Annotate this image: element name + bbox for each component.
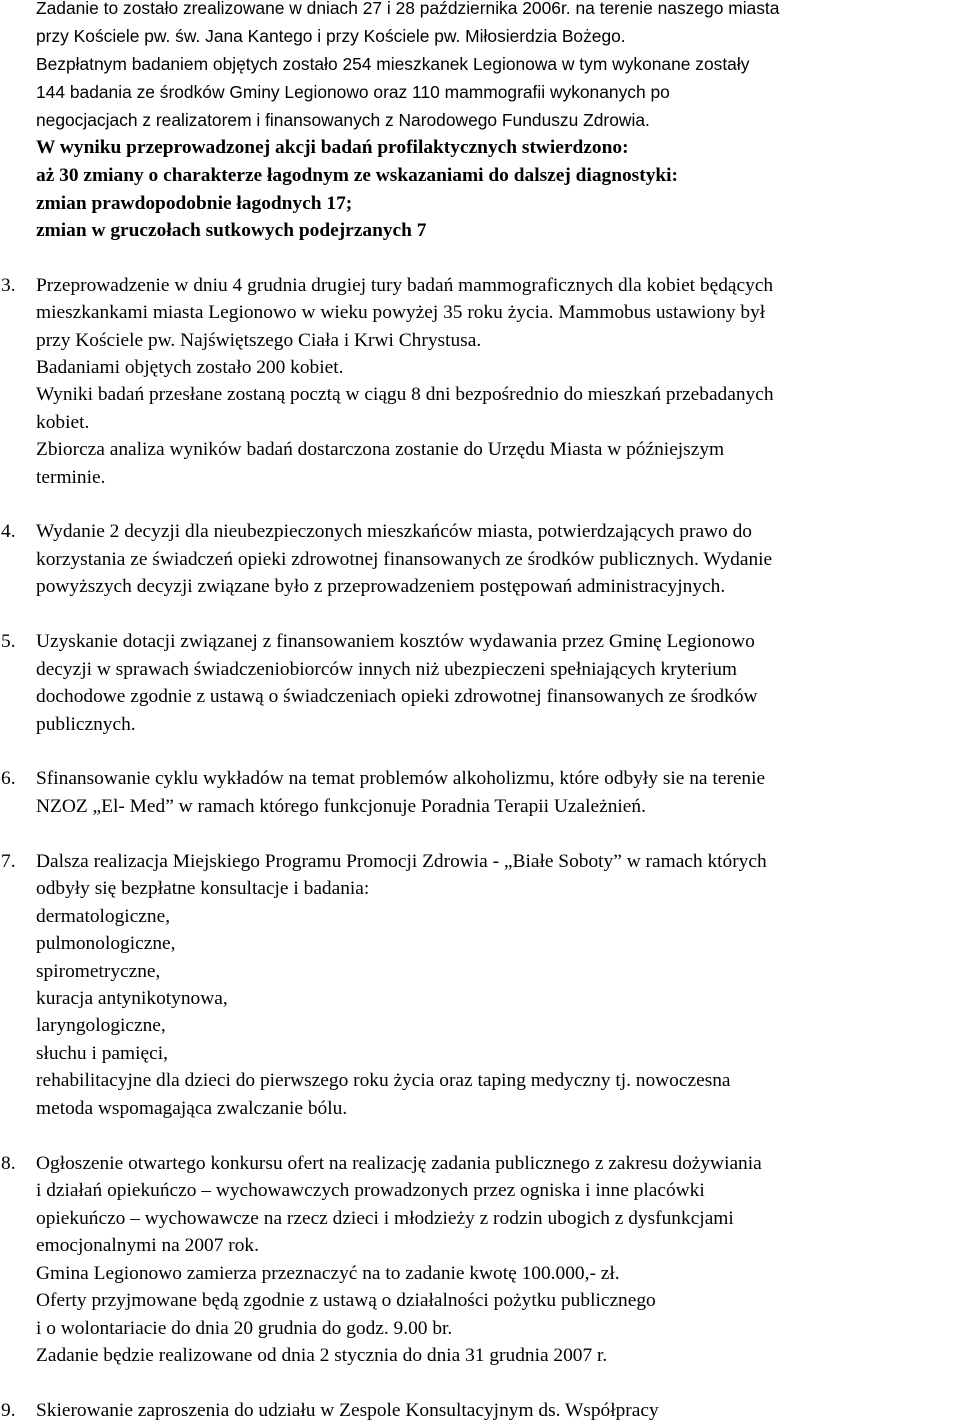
findings-line: zmian prawdopodobnie łagodnych 17; [36,193,353,214]
item-line: i działań opiekuńczo – wychowawczych prowadzonych przez ogniska i inne placówki [36,1180,705,1201]
item-line: Zadanie będzie realizowane od dnia 2 stycznia do dnia 31 grudnia 2007 r. [36,1345,608,1366]
item-line: terminie. [36,467,106,488]
item-line: Dalsza realizacja Miejskiego Programu Promocji Zdrowia - „Białe Soboty” w ramach których [36,851,767,872]
item-line: laryngologiczne, [36,1015,166,1036]
item-number: 6. [1,768,16,789]
item-line: dermatologiczne, [36,906,171,927]
item-line: Ogłoszenie otwartego konkursu ofert na realizację zadania publicznego z zakresu dożywiania [36,1153,762,1174]
item-line: kobiet. [36,412,90,433]
item-number: 5. [1,631,16,652]
item-line: odbyły się bezpłatne konsultacje i badania: [36,878,370,899]
item-line: NZOZ „El- Med” w ramach którego funkcjonuje Poradnia Terapii Uzależnień. [36,796,646,817]
item-number: 9. [1,1400,16,1421]
item-line: Uzyskanie dotacji związanej z finansowaniem kosztów wydawania przez Gminę Legionowo [36,631,755,652]
item-line: Zbiorcza analiza wyników badań dostarczona zostanie do Urzędu Miasta w późniejszym [36,439,725,460]
item-line: Przeprowadzenie w dniu 4 grudnia drugiej tury badań mammograficznych dla kobiet będących [36,275,774,296]
item-line: Oferty przyjmowane będą zgodnie z ustawą o działalności pożytku publicznego [36,1290,656,1311]
item-line: Sfinansowanie cyklu wykładów na temat problemów alkoholizmu, które odbyły sie na terenie [36,768,766,789]
item-line: Wydanie 2 decyzji dla nieubezpieczonych mieszkańców miasta, potwierdzających prawo do [36,521,752,542]
item-line: Gmina Legionowo zamierza przeznaczyć na to zadanie kwotę 100.000,- zł. [36,1263,620,1284]
item-number: 8. [1,1153,16,1174]
item-line: korzystania ze świadczeń opieki zdrowotnej finansowanych ze środków publicznych. Wydanie [36,549,773,570]
intro-line: przy Kościele pw. św. Jana Kantego i przy Kościele pw. Miłosierdzia Bożego. [36,26,626,46]
intro-line: negocjacjach z realizatorem i finansowanych z Narodowego Funduszu Zdrowia. [36,110,650,130]
item-line: Wyniki badań przesłane zostaną pocztą w ciągu 8 dni bezpośrednio do mieszkań przebadanych [36,384,774,405]
item-line: metoda wspomagająca zwalczanie bólu. [36,1098,348,1119]
item-line: rehabilitacyjne dla dzieci do pierwszego roku życia oraz taping medyczny tj. nowoczesna [36,1070,731,1091]
item-line: przy Kościele pw. Najświętszego Ciała i Krwi Chrystusa. [36,330,482,351]
intro-line: 144 badania ze środków Gminy Legionowo oraz 110 mammografii wykonanych po [36,82,670,102]
item-line: Badaniami objętych zostało 200 kobiet. [36,357,344,378]
item-line: i o wolontariacie do dnia 20 grudnia do godz. 9.00 br. [36,1318,453,1339]
item-line: pulmonologiczne, [36,933,176,954]
item-line: powyższych decyzji związane było z przeprowadzeniem postępowań administracyjnych. [36,576,726,597]
item-line: Skierowanie zaproszenia do udziału w Zespole Konsultacyjnym ds. Współpracy [36,1400,659,1421]
item-number: 4. [1,521,16,542]
findings-line: zmian w gruczołach sutkowych podejrzanych 7 [36,220,427,241]
item-number: 7. [1,851,16,872]
findings-heading: W wyniku przeprowadzonej akcji badań profilaktycznych stwierdzono: [36,137,629,158]
findings-line: aż 30 zmiany o charakterze łagodnym ze wskazaniami do dalszej diagnostyki: [36,165,679,186]
item-line: publicznych. [36,714,136,735]
item-line: mieszkankami miasta Legionowo w wieku powyżej 35 roku życia. Mammobus ustawiony był [36,302,766,323]
item-line: decyzji w sprawach świadczeniobiorców innych niż ubezpieczeni spełniających kryterium [36,659,738,680]
item-number: 3. [1,275,16,296]
item-line: słuchu i pamięci, [36,1043,168,1064]
item-line: kuracja antynikotynowa, [36,988,228,1009]
item-line: dochodowe zgodnie z ustawą o świadczeniach opieki zdrowotnej finansowanych ze środków [36,686,758,707]
item-line: emocjonalnymi na 2007 rok. [36,1235,259,1256]
intro-line: Bezpłatnym badaniem objętych zostało 254 mieszkanek Legionowa w tym wykonane zostały [36,54,750,74]
intro-line: Zadanie to zostało zrealizowane w dniach 27 i 28 października 2006r. na terenie naszego miasta [36,0,780,18]
item-line: spirometryczne, [36,961,161,982]
item-line: opiekuńczo – wychowawcze na rzecz dzieci i młodzieży z rodzin ubogich z dysfunkcjami [36,1208,734,1229]
